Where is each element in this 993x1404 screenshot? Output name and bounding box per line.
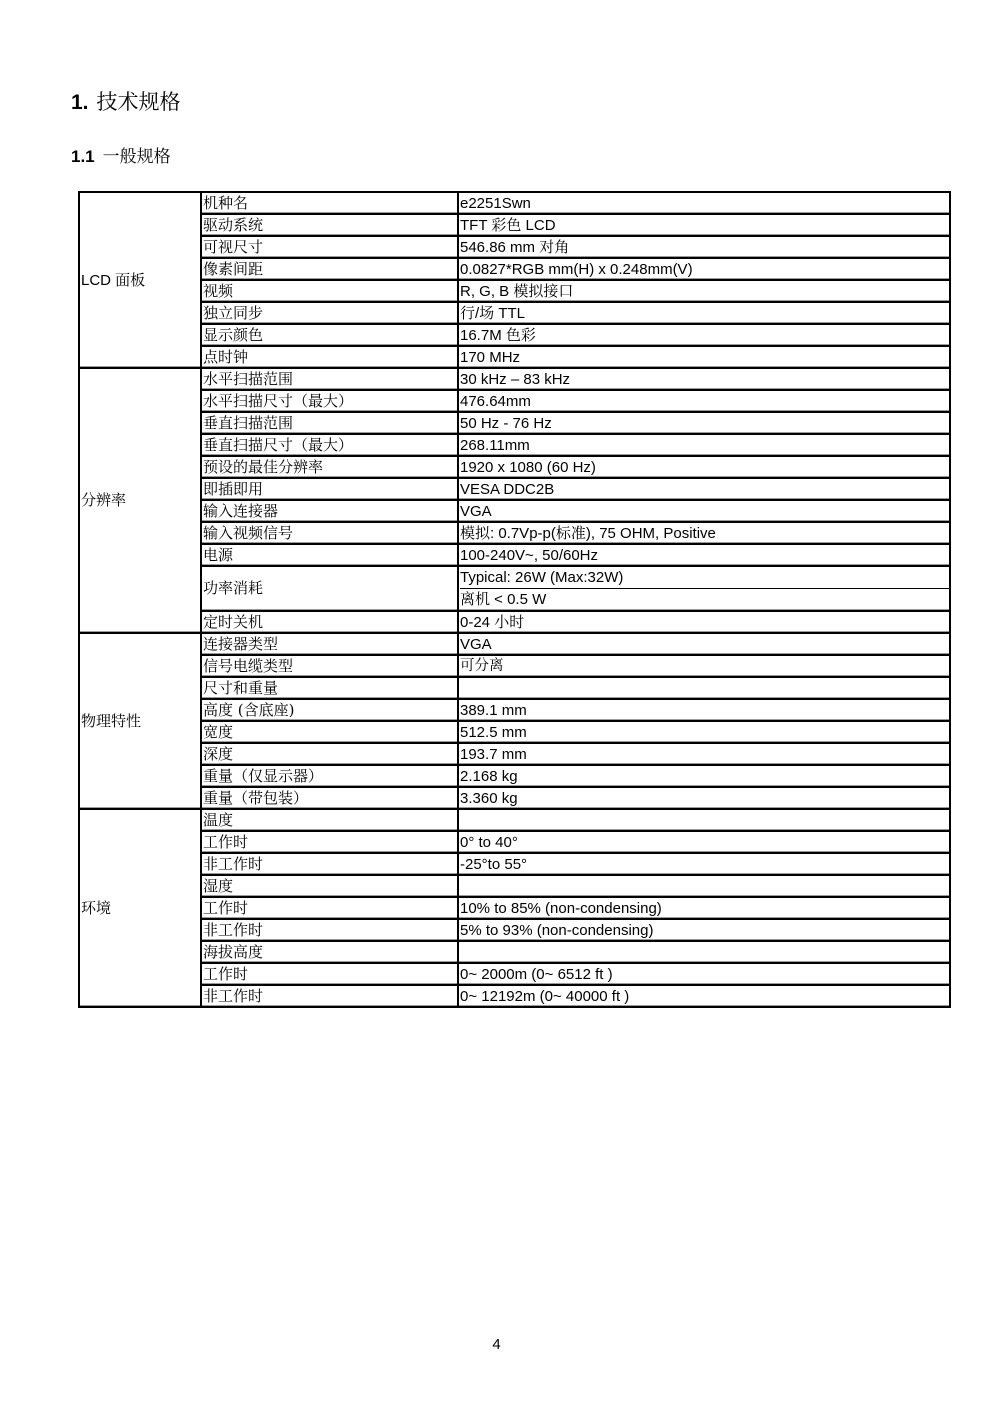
param-label: 非工作时 [201, 919, 458, 941]
param-label: 重量（仅显示器） [201, 765, 458, 787]
param-label: 输入视频信号 [201, 522, 458, 544]
param-value: 30 kHz – 83 kHz [458, 368, 950, 390]
table-row [79, 346, 950, 368]
table-row [79, 985, 950, 1007]
table-row [79, 412, 950, 434]
table-row [79, 655, 950, 677]
param-label: 垂直扫描尺寸（最大） [201, 434, 458, 456]
table-row [79, 236, 950, 258]
param-value: 0~ 2000m (0~ 6512 ft ) [458, 963, 950, 985]
page-number: 4 [492, 1336, 501, 1353]
param-value: 512.5 mm [458, 721, 950, 743]
param-value: 100-240V~, 50/60Hz [458, 544, 950, 566]
param-label: 信号电缆类型 [201, 655, 458, 677]
table-row [79, 809, 950, 831]
param-label: 功率消耗 [201, 566, 458, 611]
table-row [79, 192, 950, 214]
table-row [79, 743, 950, 765]
param-value: 50 Hz - 76 Hz [458, 412, 950, 434]
spec-table [78, 191, 951, 1008]
table-row [79, 699, 950, 721]
param-value: Typical: 26W (Max:32W) [460, 569, 624, 586]
category-resolution: 分辨率 [79, 368, 201, 633]
param-value: 5% to 93% (non-condensing) [458, 919, 950, 941]
param-label: 预设的最佳分辨率 [201, 456, 458, 478]
table-row [79, 522, 950, 544]
table-row [79, 500, 950, 522]
param-value [458, 677, 950, 699]
table-row [79, 853, 950, 875]
param-label: 电源 [201, 544, 458, 566]
param-label: 水平扫描尺寸（最大） [201, 390, 458, 412]
section-title: 技术规格 [96, 90, 181, 114]
param-label: 驱动系统 [201, 214, 458, 236]
table-row [79, 897, 950, 919]
subsection-heading [71, 142, 171, 167]
param-value: 0~ 12192m (0~ 40000 ft ) [458, 985, 950, 1007]
param-value: VGA [458, 633, 950, 655]
table-row [79, 456, 950, 478]
param-value: R, G, B 模拟接口 [458, 280, 950, 302]
table-row [79, 280, 950, 302]
param-label: 重量（带包装） [201, 787, 458, 809]
table-row [79, 324, 950, 346]
table-row [79, 368, 950, 390]
param-label: 显示颜色 [201, 324, 458, 346]
param-label: 点时钟 [201, 346, 458, 368]
param-label: 非工作时 [201, 985, 458, 1007]
param-value: 476.64mm [458, 390, 950, 412]
param-label: 定时关机 [201, 611, 458, 633]
param-value: 10% to 85% (non-condensing) [458, 897, 950, 919]
section-heading [71, 86, 181, 116]
table-row [79, 544, 950, 566]
table-row [79, 478, 950, 500]
param-value: VGA [458, 500, 950, 522]
param-label: 工作时 [201, 831, 458, 853]
param-value: 可分离 [458, 655, 950, 677]
param-value: 行/场 TTL [458, 302, 950, 324]
category-lcd-panel: LCD 面板 [79, 192, 201, 368]
category-physical: 物理特性 [79, 633, 201, 809]
param-label: 海拔高度 [201, 941, 458, 963]
param-label: 输入连接器 [201, 500, 458, 522]
param-value: 模拟: 0.7Vp-p(标准), 75 OHM, Positive [458, 522, 950, 544]
table-row [79, 765, 950, 787]
param-value: 16.7M 色彩 [458, 324, 950, 346]
param-value: 离机 < 0.5 W [460, 588, 949, 610]
param-label: 水平扫描范围 [201, 368, 458, 390]
table-row [79, 214, 950, 236]
table-row [79, 258, 950, 280]
param-label: 即插即用 [201, 478, 458, 500]
param-value: 3.360 kg [458, 787, 950, 809]
table-row [79, 941, 950, 963]
param-label: 工作时 [201, 897, 458, 919]
param-value: 0-24 小时 [458, 611, 950, 633]
param-label: 垂直扫描范围 [201, 412, 458, 434]
param-value: 193.7 mm [458, 743, 950, 765]
param-label: 独立同步 [201, 302, 458, 324]
param-value: 0.0827*RGB mm(H) x 0.248mm(V) [458, 258, 950, 280]
subsection-number: 1.1 [71, 147, 95, 166]
param-value: 546.86 mm 对角 [458, 236, 950, 258]
param-value: 170 MHz [458, 346, 950, 368]
table-row [79, 633, 950, 655]
param-label: 可视尺寸 [201, 236, 458, 258]
table-row [79, 566, 950, 611]
param-label: 宽度 [201, 721, 458, 743]
param-label: 温度 [201, 809, 458, 831]
param-label: 湿度 [201, 875, 458, 897]
table-row [79, 302, 950, 324]
param-value: 2.168 kg [458, 765, 950, 787]
param-label: 工作时 [201, 963, 458, 985]
param-value [458, 941, 950, 963]
table-row [79, 611, 950, 633]
param-value: -25°to 55° [458, 853, 950, 875]
param-value: VESA DDC2B [458, 478, 950, 500]
param-label: 高度 (含底座) [201, 699, 458, 721]
table-row [79, 721, 950, 743]
param-value: 389.1 mm [458, 699, 950, 721]
param-value-split [458, 566, 950, 611]
section-number: 1. [71, 91, 89, 114]
table-row [79, 787, 950, 809]
param-label: 像素间距 [201, 258, 458, 280]
param-value: TFT 彩色 LCD [458, 214, 950, 236]
param-label: 深度 [201, 743, 458, 765]
category-environment: 环境 [79, 809, 201, 1007]
subsection-title: 一般规格 [102, 147, 171, 167]
param-label: 视频 [201, 280, 458, 302]
table-row [79, 919, 950, 941]
param-value: 1920 x 1080 (60 Hz) [458, 456, 950, 478]
table-row [79, 390, 950, 412]
param-label: 连接器类型 [201, 633, 458, 655]
param-value [458, 809, 950, 831]
table-row [79, 875, 950, 897]
table-row [79, 677, 950, 699]
param-value [458, 875, 950, 897]
param-value: e2251Swn [458, 192, 950, 214]
param-label: 尺寸和重量 [201, 677, 458, 699]
param-value: 268.11mm [458, 434, 950, 456]
table-row [79, 963, 950, 985]
param-label: 机种名 [201, 192, 458, 214]
param-label: 非工作时 [201, 853, 458, 875]
table-row [79, 434, 950, 456]
param-value: 0° to 40° [458, 831, 950, 853]
table-row [79, 831, 950, 853]
